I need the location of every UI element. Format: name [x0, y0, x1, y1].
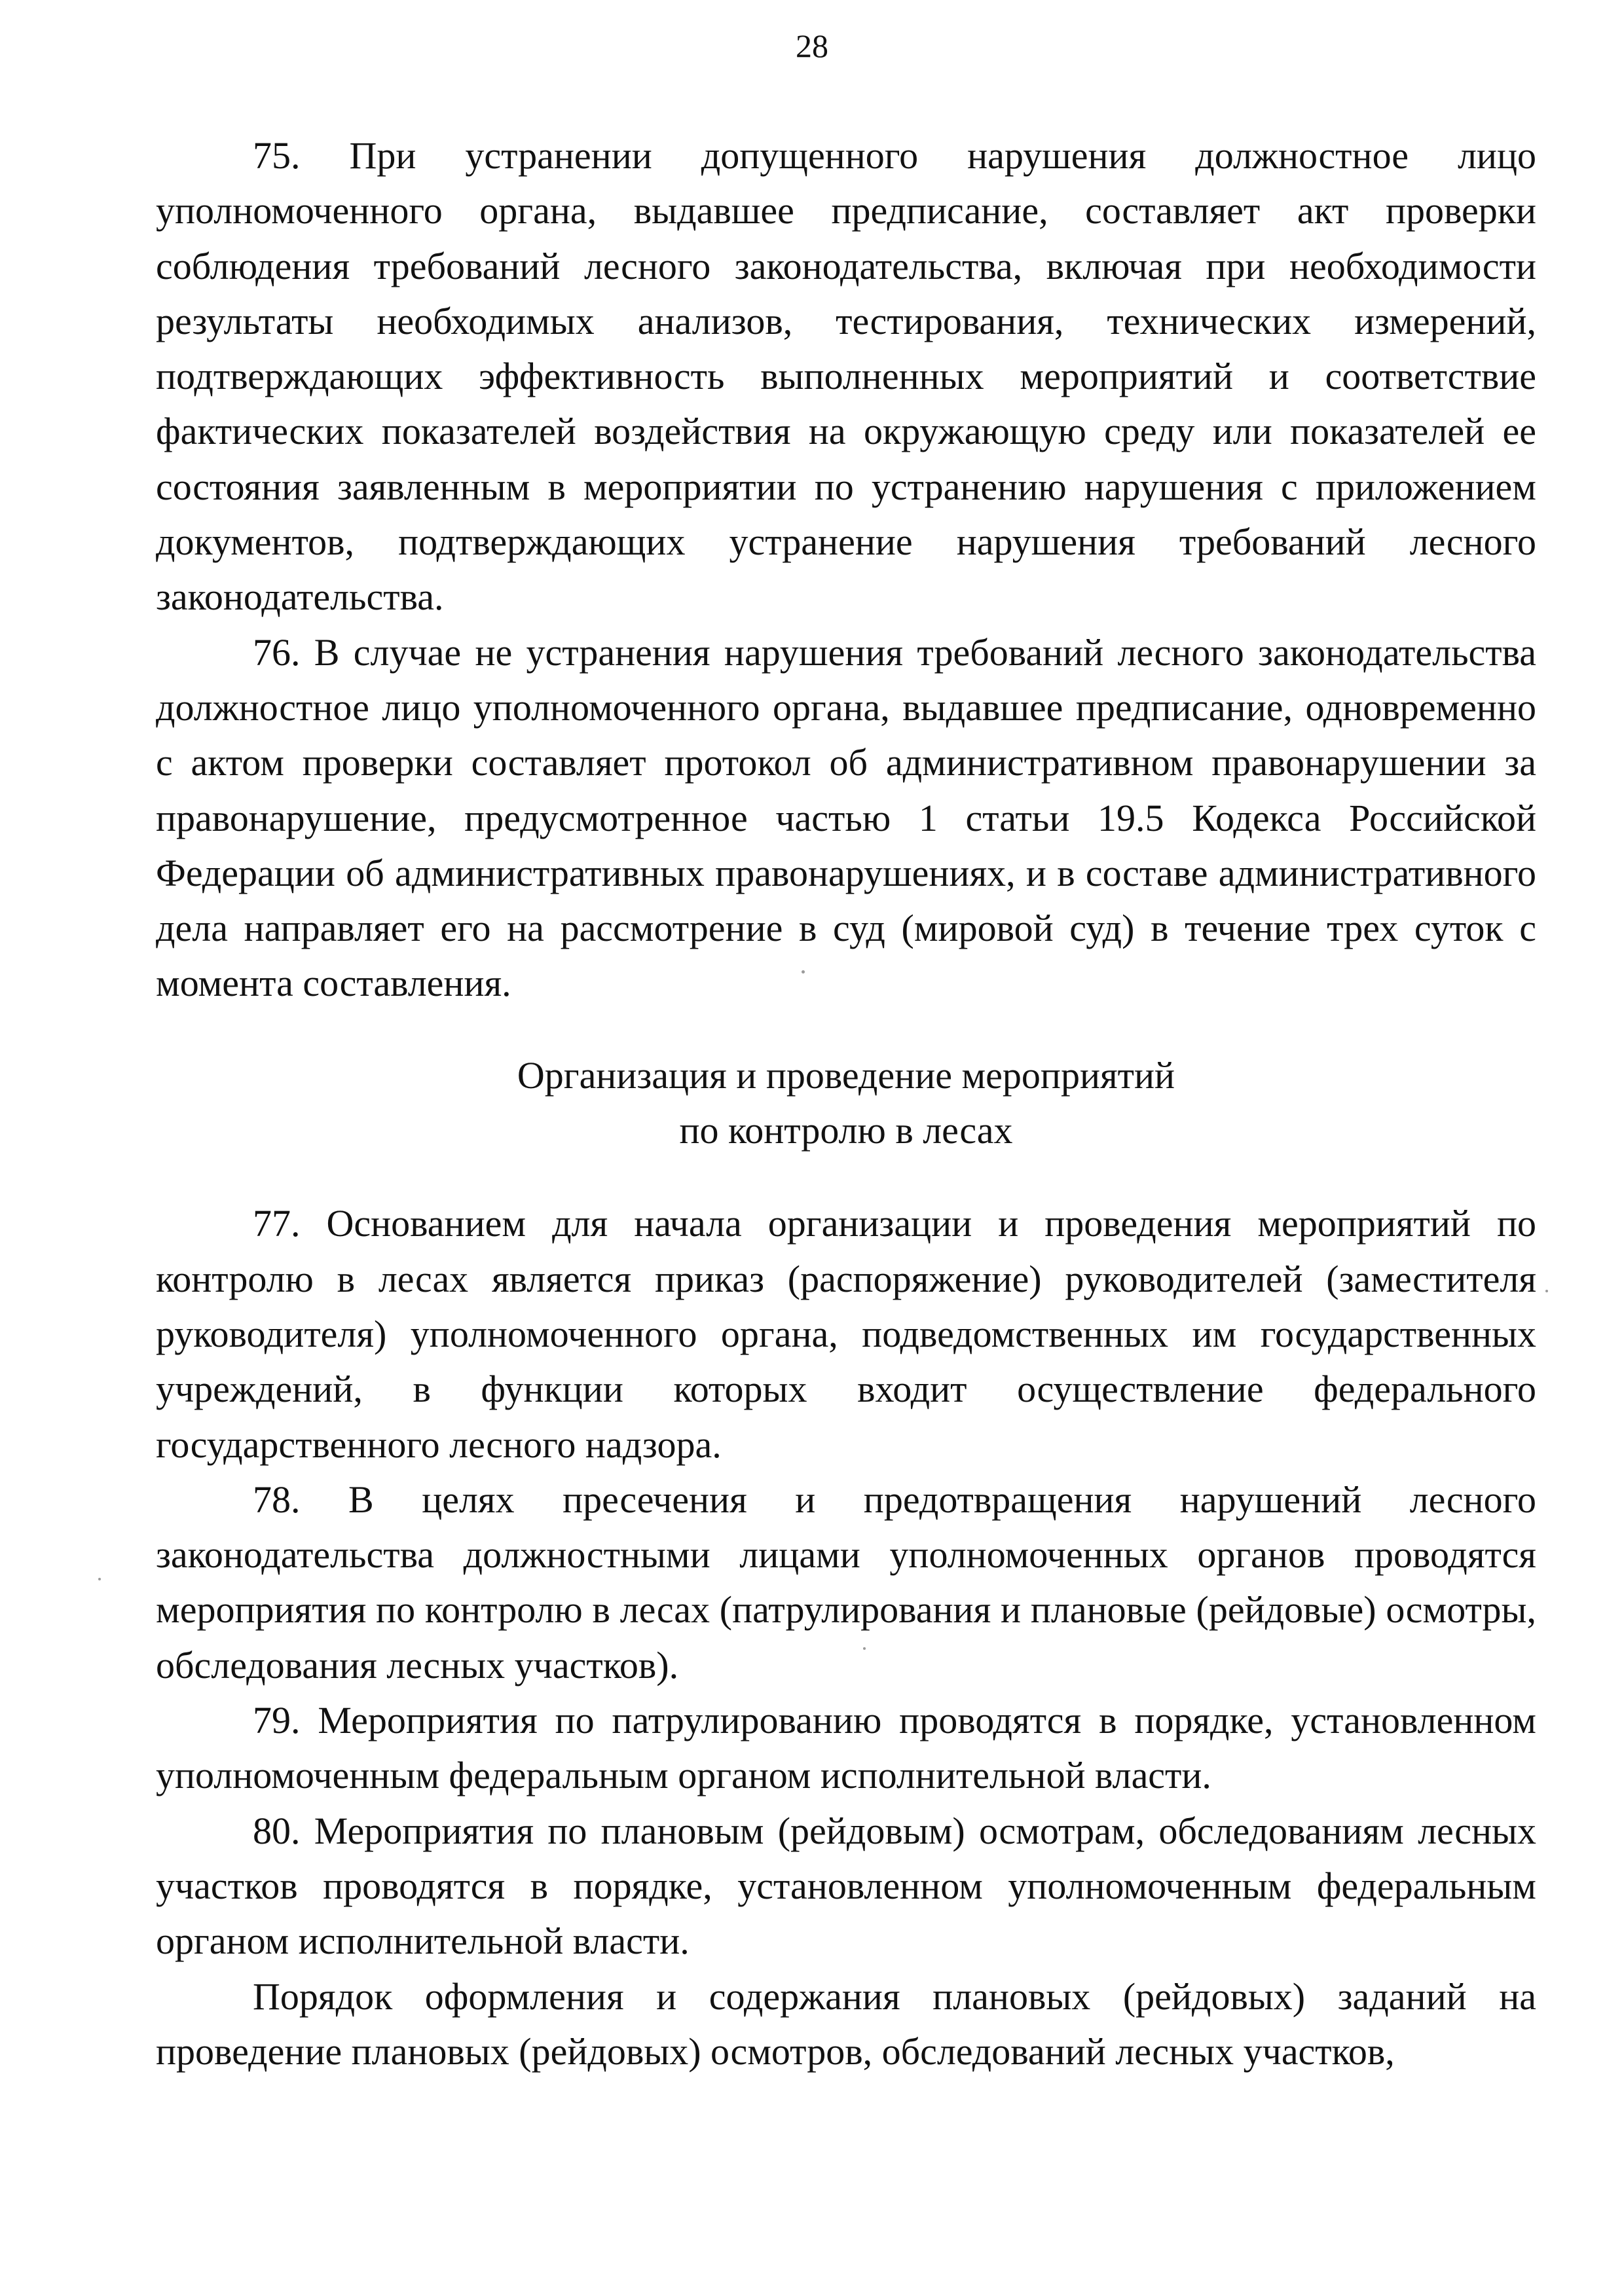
- section-heading-line-2: по контролю в лесах: [679, 1109, 1013, 1152]
- section-heading: [156, 1011, 1536, 1197]
- page-number: 28: [796, 27, 828, 64]
- scan-speck: [802, 970, 805, 974]
- document-body: [156, 128, 1536, 2079]
- scan-speck: [863, 1647, 866, 1650]
- section-heading-line-1: Организация и проведение мероприятий: [517, 1053, 1175, 1097]
- paragraph-80: 80. Мероприятия по плановым (рейдовым) осмотрам, обследованиям лесных участков проводятся в порядке, установленном уполномоченным федеральным органом исполнительной власти.: [156, 1809, 1536, 1963]
- paragraph-79: 79. Мероприятия по патрулированию проводятся в порядке, установленном уполномоченным федеральным органом исполнительной власти.: [156, 1699, 1536, 1797]
- paragraph-procedure: Порядок оформления и содержания плановых (рейдовых) заданий на проведение плановых (рейдовых) осмотров, обследований лесных участков,: [156, 1975, 1536, 2073]
- paragraph-76: 76. В случае не устранения нарушения требований лесного законодательства должностное лицо уполномоченного органа, выдавшее предписание, одновременно с актом проверки составляет протокол об административном правонарушении за правонарушение, предусмотренное частью 1 статьи 19.5 Кодекса Российской Федерации об административных правонарушениях, и в составе административного дела направляет его на рассмотрение в суд (мировой суд) в течение трех суток с момента составления.: [156, 630, 1536, 1005]
- scan-speck: [1545, 1290, 1548, 1292]
- paragraph-78: 78. В целях пресечения и предотвращения нарушений лесного законодательства должностными лицами уполномоченных органов проводятся мероприятия по контролю в лесах (патрулирования и плановые (рейдовые) осмотры, обследования лесных участков).: [156, 1478, 1536, 1686]
- paragraph-77: 77. Основанием для начала организации и проведения мероприятий по контролю в лесах является приказ (распоряжение) руководителей (заместителя руководителя) уполномоченного органа, подведомственных им государственных учреждений, в функции которых входит осуществление федерального государственного лесного надзора.: [156, 1202, 1536, 1466]
- scan-speck: [98, 1578, 101, 1580]
- paragraph-75: 75. При устранении допущенного нарушения должностное лицо уполномоченного органа, выдавшее предписание, составляет акт проверки соблюдения требований лесного законодательства, включая при необходимости результаты необходимых анализов, тестирования, технических измерений, подтверждающих эффективность выполненных мероприятий и соответствие фактических показателей воздействия на окружающую среду или показателей ее состояния заявленным в мероприятии по устранению нарушения с приложением документов, подтверждающих устранение нарушения требований лесного законодательства.: [156, 134, 1536, 619]
